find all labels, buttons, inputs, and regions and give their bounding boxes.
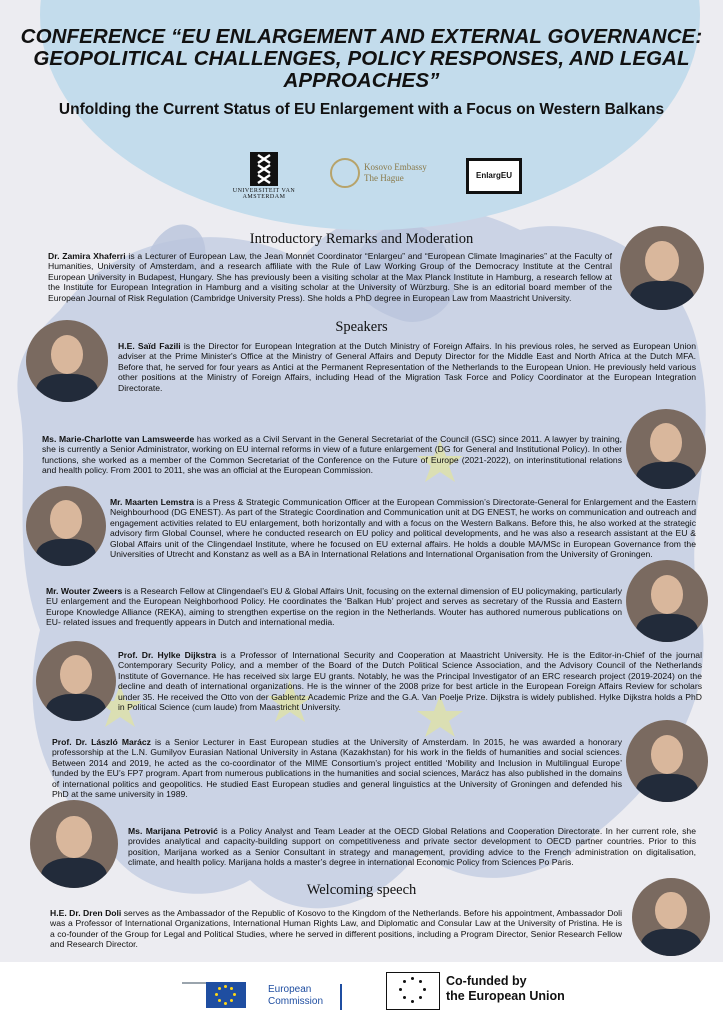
uva-logo-text: UNIVERSITEIT VAN AMSTERDAM <box>232 188 296 200</box>
bio-petrovic <box>128 826 696 868</box>
avatar-zweers <box>626 560 708 642</box>
kosovo-embassy-text: Kosovo Embassy <box>364 162 427 172</box>
bio-text: has worked as a Civil Servant in the General Secretariat of the Council (GSC) since 2011. A lawyer by training, she is currently a Senior Administrator, working on EU internal reforms in view of a future enlargement (DG for General and Institutional Policy). In other functions, she worked as a member of the Common Secretariat of the Conference on the Future of Europe (2021-2022), on interinstitutional relations and health policy. From 2001 to 2011, she was an official at the European Commission. <box>42 434 622 476</box>
bio-name: H.E. Saïd Fazili <box>118 341 181 351</box>
header <box>0 0 723 119</box>
bio-name: Ms. Marijana Petrović <box>128 826 218 836</box>
eu-flag-icon <box>206 982 246 1008</box>
avatar-xhaferri <box>620 226 704 310</box>
cofunded-line1: Co-funded by <box>446 974 527 988</box>
kosovo-embassy-city: The Hague <box>364 173 404 183</box>
bio-text: serves as the Ambassador of the Republic of Kosovo to the Kingdom of the Netherlands. Before his appointment, Ambassador Doli was a Professor of International Organizations, International Human Rights Law, and Diplomatic and Consular Law at the University of Pristina. He is a co-founder of the Group for Legal and Political Studies, where he served in different positions, including a Program Director, Senior Research Fellow and Research Director. <box>50 908 622 950</box>
avatar-fazili <box>26 320 108 402</box>
section-heading-intro: Introductory Remarks and Moderation <box>249 231 474 247</box>
avatar-lamsweerde <box>626 409 706 489</box>
bio-name: Dr. Zamira Xhaferri <box>48 251 126 261</box>
section-heading-speakers: Speakers <box>335 319 388 335</box>
partner-logos <box>0 152 723 202</box>
section-heading-welcome: Welcoming speech <box>306 882 417 898</box>
bio-maracz <box>52 737 622 799</box>
page-subtitle: Unfolding the Current Status of EU Enlargement with a Focus on Western Balkans <box>58 101 665 118</box>
bio-doli <box>50 908 622 950</box>
bio-name: H.E. Dr. Dren Doli <box>50 908 122 918</box>
bio-text: is a Senior Lecturer in East European studies at the University of Amsterdam. In 2015, he was awarded a honorary professorship at the L.N. Gumilyov Eurasian National University in Astana (Kazakhstan) for his work in the fields of humanities and social sciences. Between 2014 and 2019, he acted as the co-coordinator of the MIME Consortium’s project entitled ‘Mobility and Inclusion in Multilingual Europe’ funded by the EU’s FP7 program. Apart from numerous publications in the humanities and social sciences, Marácz has also published in the domains of international politics and geopolitics. He studied East European studies and general linguistics at the University of Groningen and defended his PhD at the same university in 1989. <box>52 737 622 800</box>
european-commission-logo <box>182 968 352 1008</box>
bio-text: is a Lecturer of European Law, the Jean Monnet Coordinator “Enlargeu” and “European Climate Imaginaries” at the Faculty of Humanities, University of Amsterdam, and a research affiliate with the Rule of Law Working Group of the Democracy Institute at the Central European University in Budapest, Hungary. She has previously been a visiting scholar at the Max Planck Institute in Hamburg, a research fellow at the Institute for European Integration in Hamburg and a visiting scholar at the University of Würzburg. She is an editorial board member of the European Journal of Risk Regulation (Cambridge University Press). She holds a PhD degree in European Law from Maastricht University. <box>48 251 612 303</box>
bio-text: is a Research Fellow at Clingendael’s EU & Global Affairs Unit, focusing on the external dimension of EU policymaking, particularly EU enlargement and the European Neighborhood Policy. He coordinates the ‘Balkan Hub’ project and serves as secretary of the Russia and Eastern Europe Knowledge Alliance (REKA), aiming to strengthen expertise on the region in the Netherlands. Wouter has authored numerous publications on EU- related issues and frequently appears in Dutch and international media. <box>46 586 623 628</box>
avatar-petrovic <box>30 800 118 888</box>
bio-text: is the Director for European Integration at the Dutch Ministry of Foreign Affairs. In his previous roles, he served as European Union adviser at the Prime Minister's Office at the Ministry of General Affairs and Deputy Director for the Middle East and North Africa at the Dutch MFA. Before that, he served for four years as Antici at the Permanent Representation of the Netherlands to the European Union. He previously held various other positions at the Ministry of Foreign Affairs, including Head of the Migration Task Force and Policy Coordinator at the European Integration Directorate. <box>118 341 696 393</box>
bio-name: Ms. Marie-Charlotte van Lamsweerde <box>42 434 195 444</box>
uva-logo <box>228 152 300 200</box>
footer <box>0 962 723 1024</box>
avatar-dijkstra <box>36 641 116 721</box>
page-title: CONFERENCE “EU ENLARGEMENT AND EXTERNAL GOVERNANCE: GEOPOLITICAL CHALLENGES, POLICY RESPONSES, AND LEGAL APPROACHES” <box>20 25 703 92</box>
enlargeu-logo: EnlargEU <box>466 158 522 194</box>
ec-name-line2: Commission <box>268 996 324 1007</box>
bio-lamsweerde <box>42 434 622 476</box>
avatar-lemstra <box>26 486 106 566</box>
bio-lemstra <box>110 497 696 559</box>
bio-name: Prof. Dr. László Marácz <box>52 737 151 747</box>
divider <box>340 984 342 1010</box>
uva-crosses-icon <box>250 152 278 186</box>
cofunded-eu-logo <box>386 968 566 1018</box>
bio-name: Mr. Maarten Lemstra <box>110 497 195 507</box>
bio-text: is a Press & Strategic Communication Officer at the European Commission’s Directorate-General for Enlargement and the Eastern Neighbourhood (DG ENEST). As part of the Strategic Coordination and Communication unit at DG ENEST, he works on communication and outreach and engagement activities related to EU enlargement, both horizontally and with a focus on the Western Balkans. Before this, he also worked at the strategic advisory firm Global Counsel, where he conducted research on EU policy and political developments, and he was also a research assistant at the EU & Global Affairs unit of the Clingendael Institute, where he focused on EU external affairs. He holds a double MA/MSc in European Governance from the Universities of Utrecht and Konstanz as well as a BA in International Relations and International Organisation from the University of Groningen. <box>110 497 696 560</box>
bio-fazili <box>118 341 696 393</box>
ec-name-line1: European <box>268 984 312 995</box>
avatar-doli <box>632 878 710 956</box>
bio-name: Mr. Wouter Zweers <box>46 586 123 596</box>
bio-dijkstra <box>118 650 702 712</box>
bio-text: is a Policy Analyst and Team Leader at the OECD Global Relations and Cooperation Directorate. In her current role, she provides analytical and capacity-building support on competitiveness and private sector development to OECD partner countries. Prior to this position, Marijana worked as a Senior Consultant in strategy and management, providing advice to the French administration on digitalisation, climate, and health policy. Marijana holds a master’s degree in international Economic Policy from Sciences Po Paris. <box>128 826 696 868</box>
bio-name: Prof. Dr. Hylke Dijkstra <box>118 650 217 660</box>
kosovo-embassy-logo <box>330 158 430 190</box>
eu-stars-icon <box>386 972 440 1010</box>
kosovo-seal-icon <box>330 158 360 188</box>
avatar-maracz <box>626 720 708 802</box>
bio-zweers <box>46 586 622 628</box>
bio-text: is a Professor of International Security and Cooperation at Maastricht University. He is the Editor-in-Chief of the journal Contemporary Security Policy, and a member of the Board of the Dutch Political Science Association, and the Advisory Council of the Netherlands Institute of Governance. He has received six large EU grants. Notably, he was the Principal Investigator of an ERC research project (2019-2024) on the decline and death of international organizations. He is the winner of the 2008 prize for best article in the European Foreign Affairs Review for scholars under 35. He received the Otto von der Gablentz Academic Prize and the G.A. Van Poelje Prize. Dijkstra is widely published. Hylke Dijkstra holds a PhD in Political Science (cum laude) from Maastricht University. <box>118 650 702 713</box>
bio-xhaferri <box>48 251 612 303</box>
cofunded-line2: the European Union <box>446 989 565 1003</box>
